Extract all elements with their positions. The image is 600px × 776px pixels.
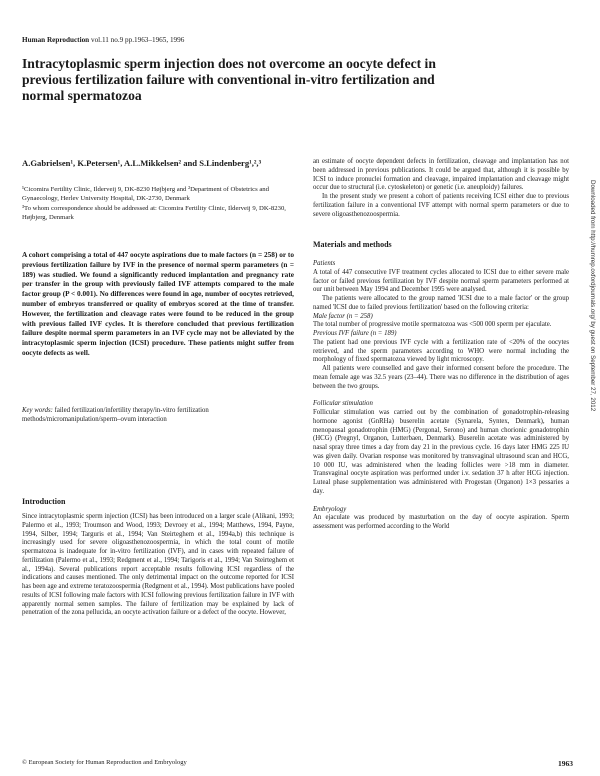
methods-heading: Materials and methods [313, 240, 392, 250]
male-factor-label: Male factor (n = 258) [313, 312, 373, 320]
consent-text: All patients were counselled and gave their informed consent before the procedure. The mean female age was 32.5 years (23–44). There was no difference in the distribution of ages between the two groups. [313, 365, 569, 390]
keywords-text: failed fertilization/infertility therapy/in-vitro fertilization methods/micromanipulation/sperm–ovum interaction [22, 407, 209, 423]
male-factor-text: The total number of progressive motile spermatozoa was <500 000 sperm per ejaculate. [313, 321, 552, 329]
introduction-text: Since intracytoplasmic sperm injection (ICSI) has been introduced on a larger scale (Alikani, 1993; Palermo et al., 1993; Troumson and Wood, 1993; Devroey et al., 1994; Matthews, 1994, Payne, 1994, Silber, 1994; Targuris et al., 1994; Van Steirteghem et al., 1994a,b) this technique is increasingly used for severe oligoasthenozoospermia, in which the total count of motile spermatozoa is inadequate for in-vitro fertilization (IVF), and in cases with repeated failure of fertilization (Palermo et al., 1993; Redgment et al., 1994; Tarigoris et al., 1994; Van Steirteghem et al., 1994a). Several publications report acceptable results following ICSI regardless of the indications and causes mentioned. The only detrimental impact on the outcome reported for ICSI has been age and extreme teratozoospermia (Redgment et al., 1994). Most publications have pooled results of ICSI following male factors with ICSI following previous fertilization failure in IVF with apparently normal semen samples. The failure of fertilization may be explained by lack of penetration of the zona pellucida, an oocyte activation failure or a defect of the oocyte. However, [22, 513, 294, 617]
page-number: 1963 [558, 759, 573, 768]
patients-allocation: The patients were allocated to the group named 'ICSI due to a male factor' or the group named 'ICSI due to failed previous fertilization' based on the following criteria: [313, 295, 569, 311]
article-title: Intracytoplasmic sperm injection does not overcome an oocyte defect in previous fertilization failure with conventional in-vitro fertilization and normal spermatozoa [22, 56, 436, 103]
embryology-text: An ejaculate was produced by masturbation on the day of oocyte aspiration. Sperm assessment was performed according to the World [313, 514, 569, 530]
keywords-label: Key words: [22, 407, 53, 414]
previous-ivf-text: The patient had one previous IVF cycle with a fertilization rate of <20% of the oocytes retrieved, and the sperm parameters according to WHO were normal including the morphology of fixed spermatozoa viewed by light microscopy. [313, 338, 569, 364]
embryology-heading: Embryology [313, 505, 347, 513]
journal-name: Human Reproduction [22, 36, 90, 44]
stimulation-text: Follicular stimulation was carried out by the combination of gonadotrophin-releasing hormone agonist (GnRHa) buserelin acetate (Synarela, Syntex, Denmark), human menopausal gonadotrophin (HMG) (Pergonal, Serono) and human chorionic gonadotrophin (HCG) (Pregnyl, Organon, Lutterbaen, Denmark). Buserelin acetate was administered by nasal spray three times a day from day 21 in the previous cycle. 16 days later HMG 225 IU was given daily. Ovarian response was monitored by transvaginal ultrasound scan and HCG, 10 000 IU, was administered when the leading follicles were >18 mm in diameter. Transvaginal oocyte aspiration was performed under i.v. sedation 37 h after HCG injection. Luteal phase supplementation was administered with Progestan (Organon) 1×3 pessaries a day. [313, 409, 569, 495]
journal-citation [22, 36, 184, 44]
abstract: A cohort comprising a total of 447 oocyte aspirations due to male factors (n = 258) or to previous fertilization failure by IVF in the presence of normal sperm parameters (n = 189) was studied. We found a significantly reduced implantation and pregnancy rate per transfer in the group with previously failed IVF attempts compared to the male factor group (P < 0.001). No differences were found in age, number of oocytes retrieved, number of embryos transferred or quality of embryos scored at the time of transfer. However, the fertilization and cleavage rates were found to be reduced in the group with previous failed IVF cycles. It is therefore concluded that previous fertilization failure despite normal sperm parameters in an IVF cycle may not be alleviated by the intracytoplasmic sperm injection (ICSI) procedure. These patients might suffer from oocyte defects as well. [22, 250, 294, 357]
affiliation-institutions: ¹Cicomira Fertility Clinic, Ilderveij 9, DK-8230 Højbjerg and ²Department of Obstetrics and Gynaecology, Herlev University Hospital, DK-2730, Denmark [22, 186, 269, 202]
right-column [313, 158, 569, 532]
affiliations [22, 186, 292, 224]
affiliation-correspondence: ³To whom correspondence should be addressed at: Cicomira Fertility Clinic, Ilderveij 9, DK-8230, Højbjerg, Denmark [22, 205, 286, 221]
patients-heading: Patients [313, 260, 336, 267]
patients-paragraph: A total of 447 consecutive IVF treatment cycles allocated to ICSI due to either severe male factor or failed previous fertilization by IVF despite normal sperm parameters performed at our unit between May 1994 and December 1995 were analysed. [313, 268, 569, 294]
introduction-heading: Introduction [22, 497, 66, 506]
download-watermark: Downloaded from http://humrep.oxfordjournals.org/ by guest on September 27, 2012 [589, 180, 596, 412]
keywords [22, 407, 294, 425]
stimulation-heading: Follicular stimulation [313, 400, 373, 408]
previous-ivf-label: Previous IVF failure (n = 189) [313, 330, 397, 337]
author-list: A.Gabrielsen¹, K.Petersen¹, A.L.Mikkelsen² and S.Lindenberg¹,²,³ [22, 158, 262, 168]
journal-volume: vol.11 no.9 pp.1963–1965, 1996 [90, 36, 185, 44]
intro-continuation: an estimate of oocyte dependent defects in fertilization, cleavage and implantation has not been addressed in previous publications. It could be argued that, although it is possible by ICSI to induce pronuclei formation and cleavage, impaired implantation and cleavage might occur due to structural (i.e. cytoskeleton) or genetic (i.e. aneuploidy) failures. [313, 158, 569, 192]
intro-present-study: In the present study we present a cohort of patients receiving ICSI either due to previous fertilization failure in a conventional IVF attempt with normal sperm parameters or due to severe oligoasthenozoospermia. [313, 193, 569, 218]
copyright-footer: © European Society for Human Reproduction and Embryology [22, 759, 187, 766]
